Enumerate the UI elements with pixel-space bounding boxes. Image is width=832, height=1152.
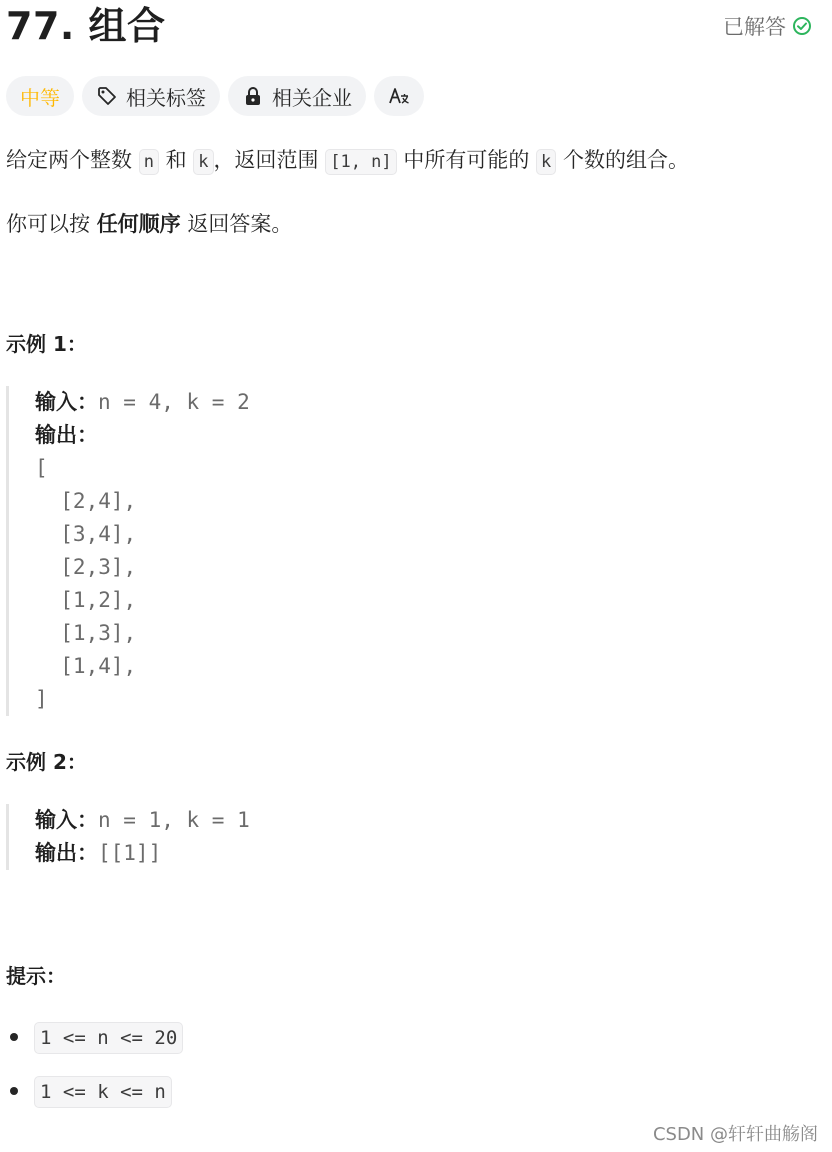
constraint-item xyxy=(6,1074,183,1110)
example-2-output xyxy=(35,837,250,870)
desc-text: 给定两个整数 xyxy=(6,148,139,172)
example-2-block xyxy=(6,804,250,870)
output-line: [1,2], xyxy=(35,588,137,612)
output-label: 输出： xyxy=(35,841,98,865)
tag-icon xyxy=(96,85,118,107)
output-line: [2,3], xyxy=(35,555,137,579)
emphasis-text: 任何顺序 xyxy=(96,212,181,236)
related-tags-button[interactable] xyxy=(82,76,220,116)
related-companies-label: 相关企业 xyxy=(272,85,352,110)
output-line: [1,4], xyxy=(35,654,137,678)
description-paragraph-1 xyxy=(6,140,806,182)
lock-icon xyxy=(242,85,264,107)
desc-text: 和 xyxy=(158,148,194,172)
related-companies-button[interactable] xyxy=(228,76,366,116)
problem-header xyxy=(6,0,812,52)
input-label: 输入： xyxy=(35,808,98,832)
difficulty-badge[interactable] xyxy=(6,76,74,116)
example-2-input xyxy=(35,804,250,837)
constraints-title: 提示： xyxy=(6,964,66,988)
desc-text: 返回答案。 xyxy=(180,212,293,236)
translate-button[interactable] xyxy=(374,76,424,116)
output-line: [1,3], xyxy=(35,621,137,645)
example-1-title: 示例 1： xyxy=(6,332,87,356)
constraint-item xyxy=(6,1020,183,1056)
problem-description xyxy=(6,140,806,236)
desc-text: 你可以按 xyxy=(6,212,97,236)
solved-status xyxy=(723,11,812,41)
bullet-dot xyxy=(10,1033,18,1041)
example-1-output xyxy=(35,419,250,452)
tag-row xyxy=(6,76,424,116)
example-1-input xyxy=(35,386,250,419)
solved-label: 已解答 xyxy=(723,15,786,39)
inline-code-k: k xyxy=(536,149,556,175)
output-line: ] xyxy=(35,687,48,711)
constraints-list xyxy=(6,1020,183,1128)
example-2-title: 示例 2： xyxy=(6,750,87,774)
constraint-code: 1 <= n <= 20 xyxy=(34,1022,183,1054)
input-value: n = 1, k = 1 xyxy=(98,808,250,832)
output-value: [[1]] xyxy=(98,841,162,865)
problem-title[interactable]: 77. 组合 xyxy=(6,4,166,48)
watermark-text: CSDN @轩轩曲觞阁 xyxy=(652,1124,818,1145)
inline-code-n: n xyxy=(139,149,159,175)
inline-code-range: [1, n] xyxy=(325,149,396,175)
example-1-block xyxy=(6,386,250,716)
input-value: n = 4, k = 2 xyxy=(98,390,250,414)
constraint-code: 1 <= k <= n xyxy=(34,1076,172,1108)
output-line: [3,4], xyxy=(35,522,137,546)
output-label: 输出： xyxy=(35,423,98,447)
desc-text: ，返回范围 xyxy=(213,148,326,172)
output-line: [ xyxy=(35,456,48,480)
inline-code-k: k xyxy=(193,149,213,175)
description-paragraph-2 xyxy=(6,204,292,244)
desc-text: 中所有可能的 xyxy=(396,148,537,172)
desc-text: 个数的组合。 xyxy=(556,148,689,172)
check-circle-icon xyxy=(792,16,812,36)
translate-icon xyxy=(388,85,410,107)
output-line: [2,4], xyxy=(35,489,137,513)
difficulty-label: 中等 xyxy=(20,85,60,110)
input-label: 输入： xyxy=(35,390,98,414)
bullet-dot xyxy=(10,1087,18,1095)
related-tags-label: 相关标签 xyxy=(126,85,206,110)
